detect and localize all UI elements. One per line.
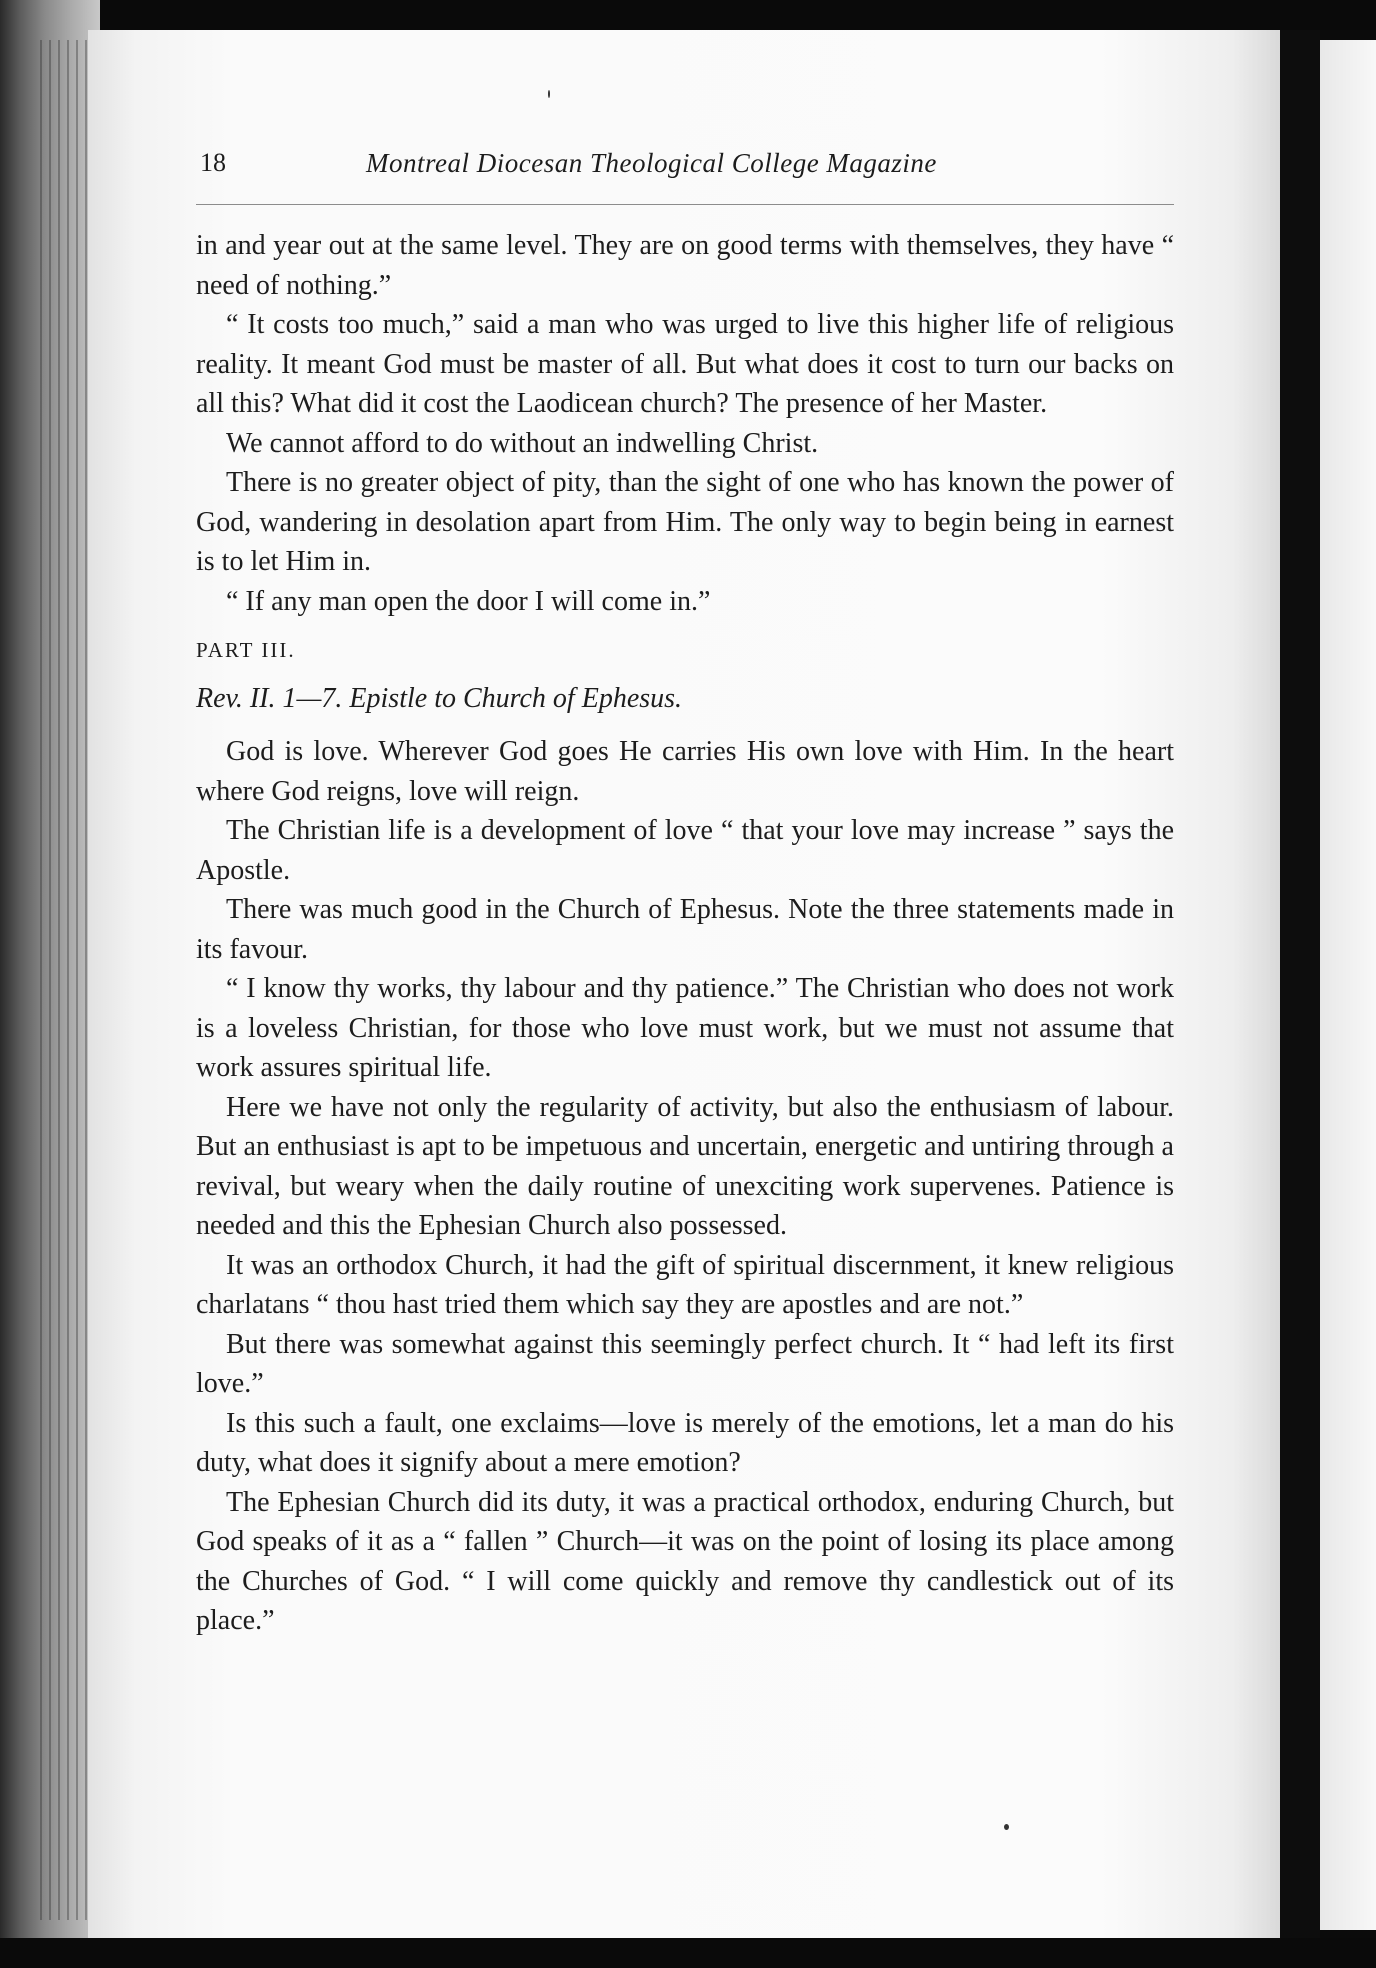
paragraph: We cannot afford to do without an indwelling Christ. bbox=[226, 427, 819, 459]
section-heading: Rev. II. 1—7. Epistle to Church of Ephesus. bbox=[196, 682, 683, 714]
book-gutter bbox=[0, 0, 100, 1968]
part-heading: PART III. bbox=[196, 638, 296, 662]
paragraph: “ If any man open the door I will come in.” bbox=[226, 585, 711, 617]
running-title: Montreal Diocesan Theological College Magazine bbox=[366, 148, 937, 178]
paragraph: in and year out at the same level. They are on good terms with themselves, they have “ need of nothing.” bbox=[196, 230, 1174, 301]
paragraph: “ It costs too much,” said a man who was urged to live this higher life of religious reality. It meant God must be master of all. But what does it cost to turn our backs on all this? What did it cost the Laodicean church? The presence of her Master. bbox=[196, 309, 1174, 419]
scan-bottom-border bbox=[0, 1938, 1376, 1968]
paragraph: It was an orthodox Church, it had the gift of spiritual discernment, it knew religious charlatans “ thou hast tried them which say they are apostles and are not.” bbox=[196, 1249, 1174, 1320]
paragraph: Is this such a fault, one exclaims—love is merely of the emotions, let a man do his duty, what does it signify about a mere emotion? bbox=[196, 1407, 1174, 1478]
dust-speck bbox=[548, 90, 550, 98]
page-number: 18 bbox=[200, 148, 226, 177]
paragraph: The Ephesian Church did its duty, it was a practical orthodox, enduring Church, but God speaks of it as a “ fallen ” Church—it was on the point of losing its place among the Churches of God. “ I will come quickly and remove thy candlestick out of its place.” bbox=[196, 1486, 1174, 1636]
paragraph: God is love. Wherever God goes He carries His own love with Him. In the heart where God reigns, love will reign. bbox=[196, 736, 1174, 807]
facing-page-edge bbox=[1320, 40, 1376, 1930]
paragraph: There is no greater object of pity, than the sight of one who has known the power of God, wandering in desolation apart from Him. The only way to begin being in earnest is to let Him in. bbox=[196, 467, 1174, 577]
page-header bbox=[196, 148, 1176, 198]
header-rule bbox=[196, 204, 1174, 205]
scan-top-border bbox=[0, 0, 1376, 30]
paragraph: The Christian life is a development of love “ that your love may increase ” says the Apostle. bbox=[196, 815, 1174, 886]
paragraph: There was much good in the Church of Ephesus. Note the three statements made in its favour. bbox=[196, 894, 1174, 965]
dust-speck bbox=[1004, 1824, 1009, 1830]
paragraph: “ I know thy works, thy labour and thy patience.” The Christian who does not work is a loveless Christian, for those who love must work, but we must not assume that work assures spiritual life. bbox=[196, 973, 1174, 1083]
book-binding bbox=[1280, 30, 1320, 1938]
paragraph: But there was somewhat against this seemingly perfect church. It “ had left its first love.” bbox=[196, 1328, 1174, 1399]
paragraph: Here we have not only the regularity of activity, but also the enthusiasm of labour. But an enthusiast is apt to be impetuous and uncertain, energetic and untiring through a revival, but weary when the daily routine of unexciting work supervenes. Patience is needed and this the Ephesian Church also possessed. bbox=[196, 1091, 1174, 1241]
body-text bbox=[196, 226, 1174, 1641]
